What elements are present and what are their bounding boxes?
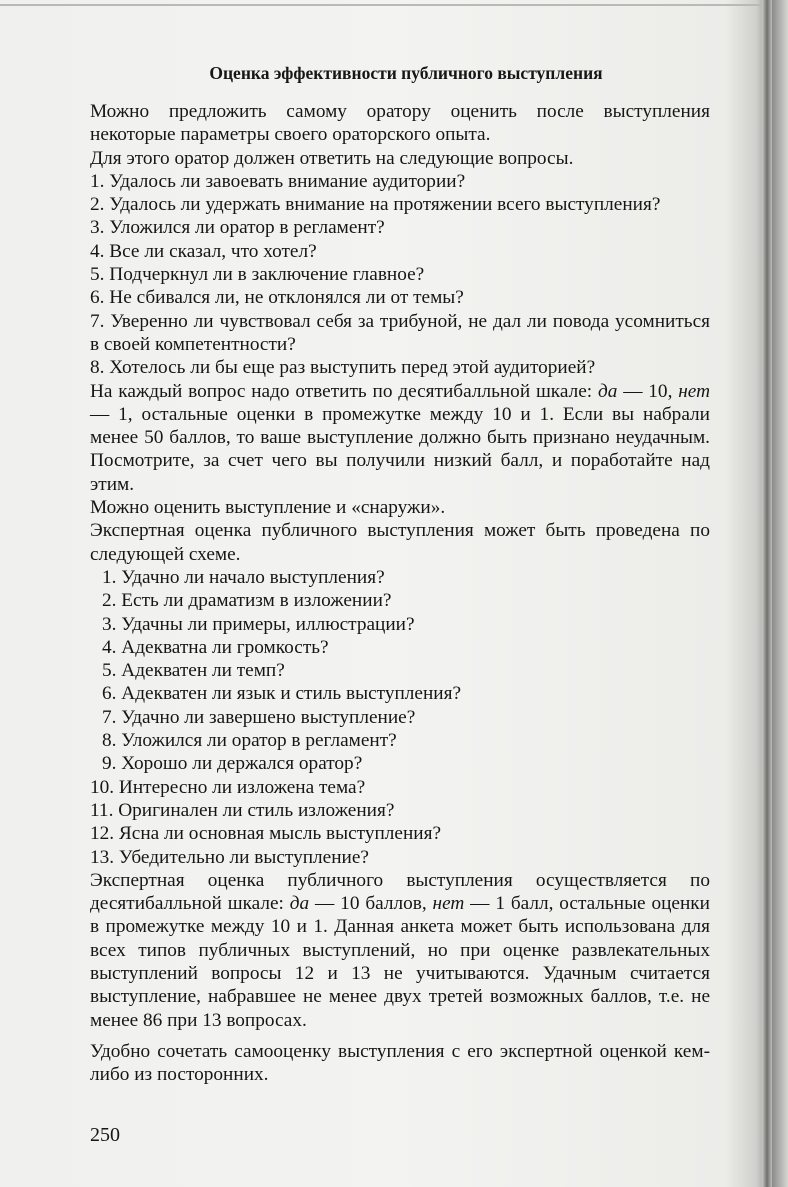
yes-term: да	[289, 893, 310, 915]
list-item: 13. Убедительно ли выступление?	[90, 846, 369, 868]
list-item: 4. Адекватна ли громкость?	[102, 636, 329, 658]
list-item: 10. Интересно ли изложена тема?	[90, 776, 366, 798]
intro-paragraph: Для этого оратор должен ответить на следующие вопросы.	[90, 147, 574, 169]
scale-text: — 10 баллов,	[309, 893, 433, 915]
intro-paragraph: Можно предложить самому оратору оценить после выступления некоторые параметры своего ораторского опыта.	[90, 101, 710, 146]
list-item: 7. Удачно ли завершено выступление?	[102, 706, 416, 728]
list-item: 8. Хотелось ли бы еще раз выступить перед этой аудиторией?	[90, 357, 596, 379]
book-spine-shadow	[762, 0, 772, 1187]
list-item: 4. Все ли сказал, что хотел?	[90, 240, 317, 262]
scale-text: На каждый вопрос надо ответить по десятибалльной шкале:	[90, 380, 598, 402]
closing-paragraph: Удобно сочетать самооценку выступления с его экспертной оценкой кем-либо из посторонних.	[90, 1040, 710, 1086]
list-item: 8. Уложился ли оратор в регламент?	[102, 730, 397, 752]
list-item: 2. Есть ли драматизм в изложении?	[102, 590, 392, 612]
list-item: 1. Удалось ли завоевать внимание аудитории?	[90, 170, 466, 192]
page-body	[90, 62, 710, 1086]
page-number: 250	[90, 1124, 120, 1146]
list-item: 1. Удачно ли начало выступления?	[102, 566, 385, 588]
list-item: 12. Ясна ли основная мысль выступления?	[90, 823, 442, 845]
list-item: 6. Адекватен ли язык и стиль выступления?	[102, 683, 462, 705]
outside-paragraph: Можно оценить выступление и «снаружи».	[90, 497, 446, 519]
list-item: 9. Хорошо ли держался оратор?	[102, 753, 363, 775]
list-item: 5. Подчеркнул ли в заключение главное?	[90, 264, 425, 286]
list-item: 6. Не сбивался ли, не отклонялся ли от темы?	[90, 287, 464, 309]
expert-intro-paragraph: Экспертная оценка публичного выступления может быть проведена по следующей схеме.	[90, 520, 710, 565]
scale-text: Экспертная оценка публичного выступления осуществляется по десятибалльной шкале:	[90, 869, 710, 915]
yes-term: да	[597, 380, 618, 402]
no-term: нет	[432, 893, 465, 915]
list-item: 2. Удалось ли удержать внимание на протяжении всего выступления?	[90, 194, 661, 216]
scale-paragraph	[90, 380, 710, 496]
expert-scale-paragraph	[90, 869, 710, 1032]
list-item: 3. Уложился ли оратор в регламент?	[90, 217, 385, 239]
scale-text: — 1 балл, остальные оценки в промежутке между 10 и 1. Данная анкета может быть использована для всех типов публичных выступлений, но при оценке развлекательных выступлений вопросы 12 и 13 не учитываются. Удачным считается выступление, набравшее не менее двух третей возможных баллов, т.е. не менее 86 при 13 вопросах.	[90, 893, 710, 1031]
scale-text: — 1, остальные оценки в промежутке между 10 и 1. Если вы набрали менее 50 баллов, то ваше выступление должно быть признано неудачным. Посмотрите, за счет чего вы получили низкий балл, и поработайте над этим.	[90, 403, 710, 495]
expert-questions	[90, 566, 710, 869]
scale-text: — 10,	[617, 380, 679, 402]
self-assessment-questions	[90, 170, 710, 380]
list-item: 11. Оригинален ли стиль изложения?	[90, 799, 395, 821]
list-item: 5. Адекватен ли темп?	[102, 660, 285, 682]
list-item: 7. Уверенно ли чувствовал себя за трибуной, не дал ли повода усомниться в своей компетентности?	[90, 310, 710, 355]
page-top-edge	[0, 4, 770, 6]
no-term: нет	[678, 380, 710, 402]
section-title: Оценка эффективности публичного выступления	[209, 63, 603, 83]
list-item: 3. Удачны ли примеры, иллюстрации?	[102, 613, 415, 635]
